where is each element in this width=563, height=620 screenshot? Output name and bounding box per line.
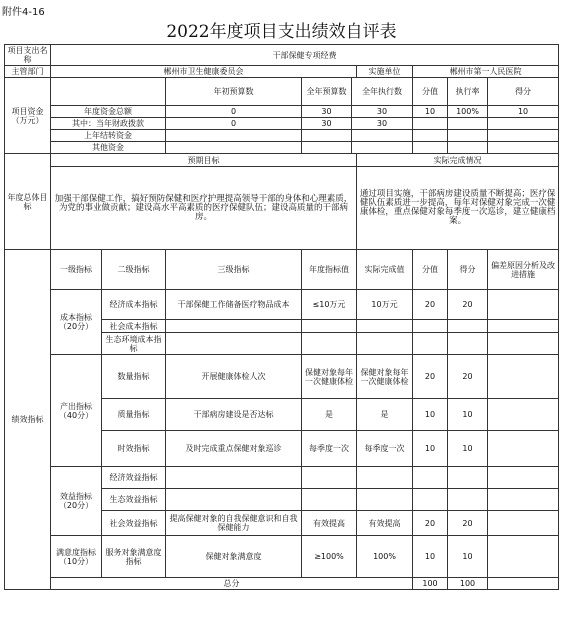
- indicator-score: 20: [413, 355, 448, 399]
- funds-header-got: 得分: [488, 78, 559, 106]
- funds-row-annual: 30: [302, 118, 352, 130]
- indicator-actual: 100%: [357, 536, 413, 578]
- funds-row-score: [413, 118, 448, 130]
- indicator-got: [448, 333, 488, 355]
- funds-row-got: [488, 118, 559, 130]
- indicator-target: ≥100%: [302, 536, 357, 578]
- indicator-score: [413, 320, 448, 333]
- header-level2: 二级指标: [102, 250, 166, 290]
- indicator-actual: [357, 489, 413, 511]
- indicator-reason: [488, 333, 559, 355]
- goals-expected-header: 预期目标: [51, 154, 357, 167]
- indicator-actual: 保健对象每年一次健康体检: [357, 355, 413, 399]
- indicator-target: 是: [302, 399, 357, 431]
- indicator-score: [413, 467, 448, 489]
- indicator-level3: 开展健康体检人次: [166, 355, 302, 399]
- funds-header-annual: 全年预算数: [302, 78, 352, 106]
- indicator-got: 20: [448, 355, 488, 399]
- funds-row-initial: [166, 142, 302, 154]
- indicator-row: [5, 536, 559, 578]
- total-label: 总分: [51, 578, 413, 590]
- goals-expected-text: 加强干部保健工作，搞好预防保健和医疗护理提高领导干部的身体和心理素质，为党的事业做贡献；建设高水平高素质的医疗保健队伍；建设高质量的干部病房。: [51, 167, 357, 250]
- funds-row-name: 其他资金: [51, 142, 166, 154]
- funds-row-name: 年度资金总额: [51, 106, 166, 118]
- indicator-level3: [166, 333, 302, 355]
- indicator-level3: [166, 320, 302, 333]
- project-row: [5, 45, 559, 66]
- indicator-level2: 生态环境成本指标: [102, 333, 166, 355]
- funds-row-executed: 30: [352, 118, 413, 130]
- indicator-level3: 干部保健工作储备医疗物品成本: [166, 290, 302, 320]
- indicator-actual: 每季度一次: [357, 431, 413, 467]
- header-got: 得分: [448, 250, 488, 290]
- header-score: 分值: [413, 250, 448, 290]
- funds-row-score: [413, 130, 448, 142]
- header-level1: 一级指标: [51, 250, 102, 290]
- funds-row-name: 上年结转资金: [51, 130, 166, 142]
- funds-row-got: [488, 142, 559, 154]
- header-level3: 三级指标: [166, 250, 302, 290]
- indicator-got: 20: [448, 511, 488, 536]
- indicator-score: 20: [413, 290, 448, 320]
- total-got: 100: [448, 578, 488, 590]
- indicator-got: 20: [448, 290, 488, 320]
- total-score: 100: [413, 578, 448, 590]
- funds-row-rate: [448, 142, 488, 154]
- header-actual: 实际完成值: [357, 250, 413, 290]
- indicator-reason: [488, 320, 559, 333]
- indicator-row: [5, 355, 559, 399]
- funds-row-executed: [352, 142, 413, 154]
- funds-header-initial: 年初预算数: [166, 78, 302, 106]
- indicator-reason: [488, 536, 559, 578]
- page-title: 2022年度项目支出绩效自评表: [166, 22, 397, 42]
- goals-actual-header: 实际完成情况: [357, 154, 559, 167]
- indicator-actual: 有效提高: [357, 511, 413, 536]
- unit-value: 郴州市第一人民医院: [413, 66, 559, 78]
- attachment-label: 附件4-16: [2, 7, 45, 18]
- funds-row-executed: 30: [352, 106, 413, 118]
- funds-row: [5, 142, 559, 154]
- funds-header-rate: 执行率: [448, 78, 488, 106]
- funds-label: 项目资金（万元）: [5, 78, 51, 154]
- group-name: 效益指标（20分）: [51, 467, 102, 536]
- indicator-score: 10: [413, 536, 448, 578]
- indicator-level2: 生态效益指标: [102, 489, 166, 511]
- indicator-level3: [166, 467, 302, 489]
- indicator-score: 20: [413, 511, 448, 536]
- indicator-actual: [357, 467, 413, 489]
- indicator-got: 10: [448, 399, 488, 431]
- indicator-got: [448, 320, 488, 333]
- indicator-score: [413, 333, 448, 355]
- indicator-actual: [357, 320, 413, 333]
- indicator-target: 保健对象每年一次健康体检: [302, 355, 357, 399]
- indicator-level2: 社会成本指标: [102, 320, 166, 333]
- total-row: [5, 578, 559, 590]
- funds-row-initial: [166, 130, 302, 142]
- indicator-level3: 干部病房建设是否达标: [166, 399, 302, 431]
- funds-row-got: 10: [488, 106, 559, 118]
- indicator-level2: 数量指标: [102, 355, 166, 399]
- indicator-target: [302, 333, 357, 355]
- funds-row: [5, 106, 559, 118]
- indicator-got: [448, 489, 488, 511]
- funds-header-score: 分值: [413, 78, 448, 106]
- department-label: 主管部门: [5, 66, 51, 78]
- indicator-actual: [357, 333, 413, 355]
- department-row: [5, 66, 559, 78]
- funds-row: [5, 118, 559, 130]
- funds-row: [5, 130, 559, 142]
- funds-row-rate: [448, 130, 488, 142]
- goals-text-row: [5, 167, 559, 250]
- evaluation-table: [4, 44, 559, 590]
- indicator-score: 10: [413, 399, 448, 431]
- goals-header-row: [5, 154, 559, 167]
- funds-row-executed: [352, 130, 413, 142]
- group-name: 产出指标（40分）: [51, 355, 102, 467]
- indicator-target: [302, 489, 357, 511]
- project-value: 干部保健专项经费: [51, 45, 559, 66]
- indicators-section-label: 绩效指标: [5, 250, 51, 590]
- department-value: 郴州市卫生健康委员会: [51, 66, 357, 78]
- indicator-reason: [488, 489, 559, 511]
- indicator-row: [5, 290, 559, 320]
- project-label: 项目支出名称: [5, 45, 51, 66]
- indicator-target: 有效提高: [302, 511, 357, 536]
- funds-row-got: [488, 130, 559, 142]
- funds-row-name: 其中：当年财政拨款: [51, 118, 166, 130]
- indicator-got: 10: [448, 431, 488, 467]
- indicator-reason: [488, 511, 559, 536]
- unit-label: 实施单位: [357, 66, 413, 78]
- indicator-row: [5, 467, 559, 489]
- indicator-target: ≤10万元: [302, 290, 357, 320]
- funds-header-row: [5, 78, 559, 106]
- indicator-reason: [488, 431, 559, 467]
- indicator-reason: [488, 290, 559, 320]
- header-reason: 偏差原因分析及改进措施: [488, 250, 559, 290]
- indicator-target: [302, 320, 357, 333]
- indicator-level3: 提高保健对象的自我保健意识和自我保健能力: [166, 511, 302, 536]
- indicator-actual: 是: [357, 399, 413, 431]
- funds-header-executed: 全年执行数: [352, 78, 413, 106]
- group-name: 满意度指标（10分）: [51, 536, 102, 578]
- funds-row-score: [413, 142, 448, 154]
- indicator-level2: 质量指标: [102, 399, 166, 431]
- indicator-level2: 经济成本指标: [102, 290, 166, 320]
- funds-header-blank: [51, 78, 166, 106]
- funds-row-initial: 0: [166, 118, 302, 130]
- total-reason: [488, 578, 559, 590]
- indicator-actual: 10万元: [357, 290, 413, 320]
- indicator-level2: 服务对象满意度指标: [102, 536, 166, 578]
- funds-row-rate: 100%: [448, 106, 488, 118]
- group-name: 成本指标（20分）: [51, 290, 102, 355]
- goals-actual-text: 通过项目实施，干部病房建设质量不断提高；医疗保健队伍素质进一步提高，每年对保健对象完成一次健康体检，重点保健对象每季度一次巡诊，建立健康档案。: [357, 167, 559, 250]
- funds-row-annual: 30: [302, 106, 352, 118]
- funds-row-annual: [302, 130, 352, 142]
- indicator-level3: 及时完成重点保健对象巡诊: [166, 431, 302, 467]
- indicator-header-row: [5, 250, 559, 290]
- indicator-score: 10: [413, 431, 448, 467]
- indicator-level3: 保健对象满意度: [166, 536, 302, 578]
- indicator-got: 10: [448, 536, 488, 578]
- funds-row-annual: [302, 142, 352, 154]
- indicator-level2: 时效指标: [102, 431, 166, 467]
- indicator-level2: 社会效益指标: [102, 511, 166, 536]
- indicator-target: 每季度一次: [302, 431, 357, 467]
- funds-row-rate: [448, 118, 488, 130]
- goals-label: 年度总体目标: [5, 154, 51, 250]
- header-target: 年度指标值: [302, 250, 357, 290]
- indicator-target: [302, 467, 357, 489]
- indicator-reason: [488, 399, 559, 431]
- indicator-reason: [488, 355, 559, 399]
- funds-row-initial: 0: [166, 106, 302, 118]
- indicator-got: [448, 467, 488, 489]
- indicator-reason: [488, 467, 559, 489]
- indicator-score: [413, 489, 448, 511]
- indicator-level2: 经济效益指标: [102, 467, 166, 489]
- indicator-level3: [166, 489, 302, 511]
- funds-row-score: 10: [413, 106, 448, 118]
